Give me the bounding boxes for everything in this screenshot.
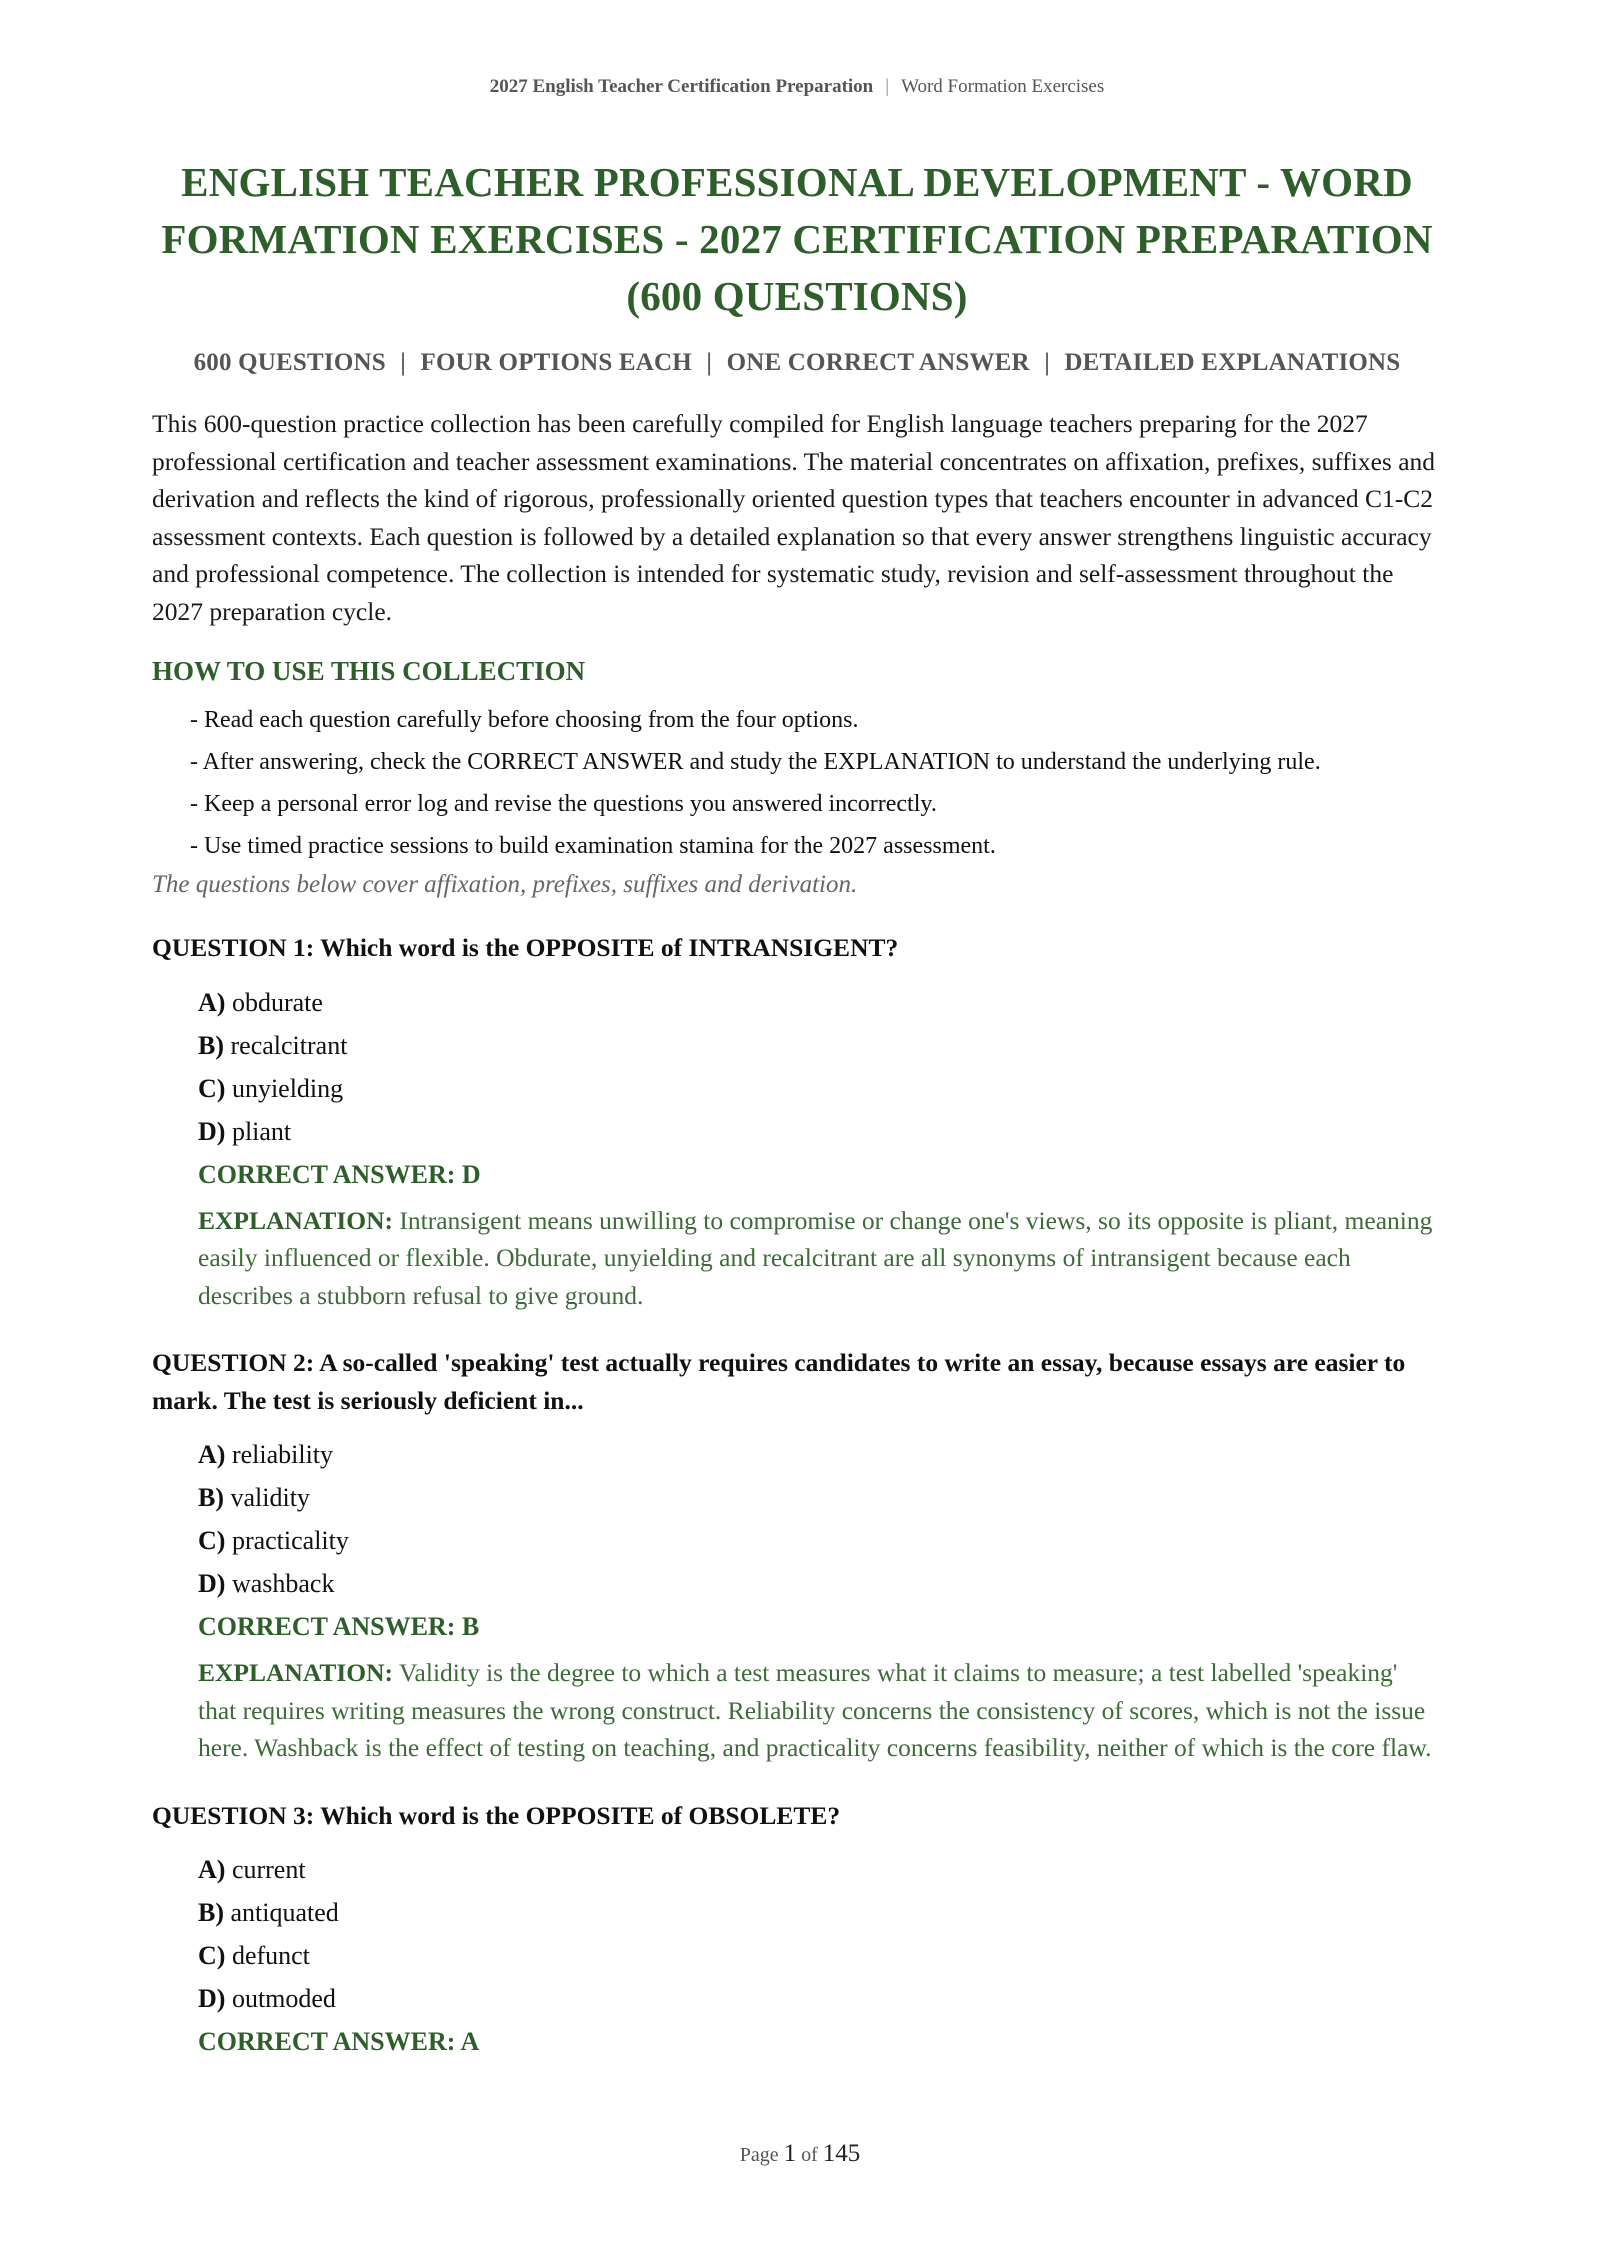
explanation-label: EXPLANATION: bbox=[198, 1205, 394, 1235]
how-to-use-item: - Keep a personal error log and revise the questions you answered incorrectly. bbox=[190, 791, 937, 817]
option-text: outmoded bbox=[231, 1984, 336, 2013]
answer-option bbox=[198, 1977, 1442, 2020]
document-subtitle bbox=[152, 349, 1442, 377]
question-text: QUESTION 2: A so-called 'speaking' test actually requires candidates to write an essay, because essays are easier to mark. The test is seriously deficient in... bbox=[152, 1348, 1406, 1415]
header-separator: | bbox=[885, 76, 890, 97]
how-to-use-item: - Read each question carefully before choosing from the four options. bbox=[190, 707, 859, 733]
how-to-use-list bbox=[152, 703, 1442, 864]
explanation-label: EXPLANATION: bbox=[198, 1658, 394, 1687]
option-letter: D) bbox=[198, 1984, 226, 2013]
answer-option bbox=[198, 981, 1442, 1024]
how-to-use-item: - After answering, check the CORRECT ANSWER and study the EXPLANATION to understand the underlying rule. bbox=[190, 749, 1321, 775]
answer-options bbox=[152, 981, 1442, 1153]
question-text: QUESTION 3: Which word is the OPPOSITE of OBSOLETE? bbox=[152, 1800, 841, 1830]
answer-option bbox=[198, 1891, 1442, 1934]
option-letter: D) bbox=[198, 1116, 226, 1146]
answer-option bbox=[198, 1067, 1442, 1110]
question-block bbox=[152, 1344, 1442, 1767]
option-text: recalcitrant bbox=[230, 1030, 348, 1060]
question-text: QUESTION 1: Which word is the OPPOSITE of INTRANSIGENT? bbox=[152, 933, 899, 962]
option-text: pliant bbox=[231, 1116, 292, 1146]
option-text: validity bbox=[230, 1483, 310, 1512]
document-title: ENGLISH TEACHER PROFESSIONAL DEVELOPMENT - WORD FORMATION EXERCISES - 2027 CERTIFICATION PREPARATION (600 QUESTIONS) bbox=[161, 159, 1433, 319]
correct-answer: CORRECT ANSWER: D bbox=[198, 1159, 481, 1189]
option-text: current bbox=[231, 1855, 306, 1884]
how-to-use-heading: HOW TO USE THIS COLLECTION bbox=[152, 656, 586, 686]
option-text: washback bbox=[231, 1569, 335, 1598]
option-letter: A) bbox=[198, 1440, 226, 1469]
subtitle-separator: | bbox=[1044, 349, 1050, 376]
answer-option bbox=[198, 1024, 1442, 1067]
running-header bbox=[152, 76, 1442, 98]
subtitle-part: ONE CORRECT ANSWER bbox=[726, 349, 1030, 376]
question-block bbox=[152, 929, 1442, 1314]
option-text: practicality bbox=[231, 1526, 349, 1555]
answer-option bbox=[198, 1934, 1442, 1977]
subtitle-part: DETAILED EXPLANATIONS bbox=[1064, 349, 1401, 376]
answer-options bbox=[152, 1848, 1442, 2020]
subtitle-separator: | bbox=[400, 349, 407, 376]
document-page bbox=[152, 0, 1442, 2063]
option-text: reliability bbox=[231, 1440, 334, 1469]
correct-answer: CORRECT ANSWER: A bbox=[198, 2027, 480, 2056]
option-letter: B) bbox=[198, 1030, 224, 1060]
option-text: unyielding bbox=[231, 1073, 344, 1103]
answer-option bbox=[198, 1562, 1442, 1605]
explanation-text: Validity is the degree to which a test measures what it claims to measure; a test labelled 'speaking' that requires writing measures the wrong construct. Reliability concerns the consistency of scores, which is not the issue here. Washback is the effect of testing on teaching, and practicality concerns feasibility, neither of which is the core flaw. bbox=[198, 1658, 1432, 1762]
header-right: Word Formation Exercises bbox=[901, 76, 1105, 97]
subtitle-part: 600 QUESTIONS bbox=[193, 349, 386, 376]
correct-answer: CORRECT ANSWER: B bbox=[198, 1612, 480, 1641]
option-text: defunct bbox=[231, 1941, 310, 1970]
option-letter: C) bbox=[198, 1073, 226, 1103]
header-left: 2027 English Teacher Certification Preparation bbox=[489, 76, 874, 97]
coverage-note: The questions below cover affixation, prefixes, suffixes and derivation. bbox=[152, 871, 858, 898]
question-block bbox=[152, 1797, 1442, 2064]
how-to-use-item: - Use timed practice sessions to build examination stamina for the 2027 assessment. bbox=[190, 833, 996, 859]
option-letter: B) bbox=[198, 1483, 224, 1512]
answer-options bbox=[152, 1433, 1442, 1605]
page-word: Page bbox=[739, 2144, 779, 2166]
answer-option bbox=[198, 1519, 1442, 1562]
explanation-text: Intransigent means unwilling to compromise or change one's views, so its opposite is pliant, meaning easily influenced or flexible. Obdurate, unyielding and recalcitrant are all synonyms of intransigent because each describes a stubborn refusal to give ground. bbox=[198, 1205, 1433, 1310]
option-letter: D) bbox=[198, 1569, 226, 1598]
option-letter: A) bbox=[198, 987, 226, 1017]
intro-paragraph: This 600-question practice collection has been carefully compiled for English language teachers preparing for the 2027 professional certification and teacher assessment examinations. The material concentrates on affixation, prefixes, suffixes and derivation and reflects the kind of rigorous, professionally oriented question types that teachers encounter in advanced C1-C2 assessment contexts. Each question is followed by a detailed explanation so that every answer strengthens linguistic accuracy and professional competence. The collection is intended for systematic study, revision and self-assessment throughout the 2027 preparation cycle. bbox=[152, 409, 1436, 626]
answer-option bbox=[198, 1476, 1442, 1519]
page-number: 1 bbox=[783, 2140, 797, 2167]
explanation bbox=[198, 1654, 1442, 1767]
option-letter: C) bbox=[198, 1526, 226, 1555]
option-text: obdurate bbox=[231, 987, 323, 1017]
answer-option bbox=[198, 1110, 1442, 1153]
answer-option bbox=[198, 1848, 1442, 1891]
of-word: of bbox=[801, 2144, 818, 2166]
option-text: antiquated bbox=[230, 1898, 339, 1927]
page-footer bbox=[0, 2140, 1600, 2168]
option-letter: C) bbox=[198, 1941, 226, 1970]
explanation bbox=[198, 1202, 1442, 1315]
option-letter: A) bbox=[198, 1855, 226, 1884]
answer-option bbox=[198, 1433, 1442, 1476]
subtitle-separator: | bbox=[706, 349, 713, 376]
option-letter: B) bbox=[198, 1898, 224, 1927]
total-pages: 145 bbox=[822, 2140, 861, 2167]
subtitle-part: FOUR OPTIONS EACH bbox=[420, 349, 692, 376]
